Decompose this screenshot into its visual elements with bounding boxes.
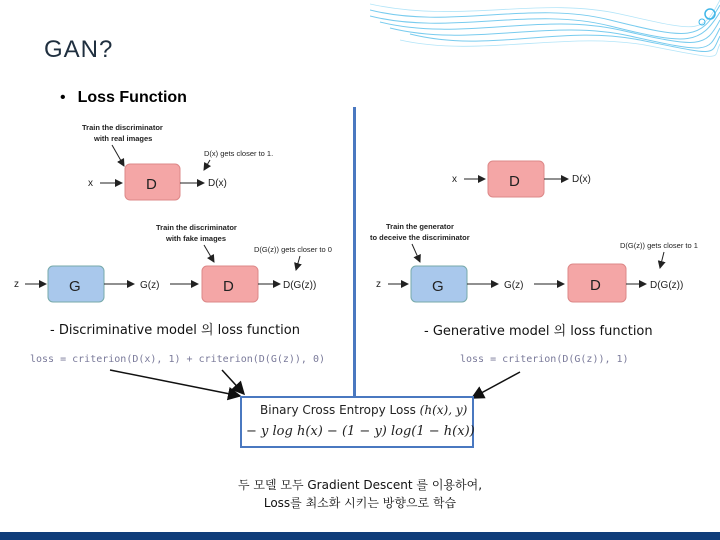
note-train-real-line2: with real images: [94, 134, 153, 143]
arrow-note-fake: [204, 245, 214, 262]
note-train-real-line1: Train the discriminator: [82, 123, 163, 132]
slide-title: GAN?: [44, 36, 114, 63]
left-output-dx: D(x): [208, 178, 227, 189]
left-caption: - Discriminative model 의 loss function: [50, 323, 300, 338]
left-gz: G(z): [140, 280, 160, 291]
note-train-gen-line2: to deceive the discriminator: [370, 233, 470, 242]
arrow-note-gen: [412, 244, 420, 262]
right-loss-code: loss = criterion(D(G(z)), 1): [460, 354, 629, 365]
note-dx-closer-1: D(x) gets closer to 1.: [204, 149, 274, 158]
right-g-label: G: [432, 278, 444, 295]
right-caption: - Generative model 의 loss function: [424, 324, 653, 339]
note-train-fake-line2: with fake images: [166, 234, 227, 243]
note-train-gen-line1: Train the generator: [386, 222, 454, 231]
left-input-x: x: [88, 178, 93, 189]
right-input-x: x: [452, 174, 457, 185]
footer-bar: [0, 532, 720, 540]
right-input-z: z: [376, 279, 381, 290]
left-input-z: z: [14, 279, 19, 290]
bce-title-args: (h(x), y): [419, 403, 468, 417]
note-train-fake-line1: Train the discriminator: [156, 223, 237, 232]
right-output-dx: D(x): [572, 174, 591, 185]
left-d2-label: D: [223, 278, 234, 295]
note-right-dgz-closer-1: D(G(z)) gets closer to 1: [620, 241, 698, 250]
right-output-dgz: D(G(z)): [650, 280, 684, 291]
bce-loss-box: [240, 396, 474, 448]
arrow-note-real: [112, 145, 124, 166]
arrow-note-dgz: [296, 256, 300, 270]
decorative-wave-graphic: [370, 0, 720, 60]
bottom-text-line1: 두 모델 모두 Gradient Descent 를 이용하여,: [237, 478, 483, 492]
left-d-label: D: [146, 176, 157, 193]
bce-formula: − y log h(x) − (1 − y) log(1 − h(x)): [246, 424, 475, 439]
left-output-dgz: D(G(z)): [283, 280, 317, 291]
arrow-note-dx: [204, 160, 210, 170]
right-d-label: D: [509, 173, 520, 190]
bce-title: [260, 403, 467, 417]
bce-title-text: Binary Cross Entropy Loss: [260, 403, 416, 417]
arrow-left-to-bce: [110, 370, 240, 396]
arrow-left2-to-bce: [222, 370, 244, 394]
bottom-text-line2: Loss를 최소화 시키는 방향으로 학습: [263, 496, 457, 510]
right-gz: G(z): [504, 280, 524, 291]
bullet-symbol: •: [60, 89, 66, 106]
gan-diagrams: [0, 110, 720, 310]
note-dgz-closer-0: D(G(z)) gets closer to 0: [254, 245, 332, 254]
right-d2-label: D: [590, 277, 601, 294]
bullet-text: Loss Function: [77, 89, 187, 106]
left-loss-code: loss = criterion(D(x), 1) + criterion(D(G(z)), 0): [30, 354, 326, 365]
arrow-note-right-dgz: [660, 252, 664, 268]
bullet-item: [60, 89, 187, 107]
left-g-label: G: [69, 278, 81, 295]
arrow-right-to-bce: [472, 372, 520, 398]
